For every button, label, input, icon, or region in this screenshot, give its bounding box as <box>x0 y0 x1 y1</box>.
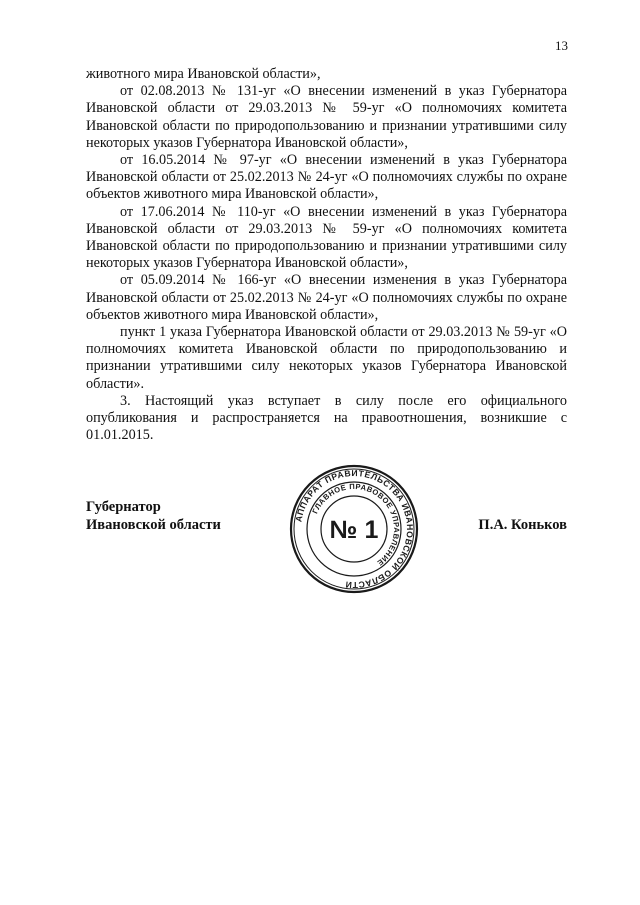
paragraph-effective-date: 3. Настоящий указ вступает в силу после его официального опубликования и распространяется на правоотношения, возникшие с 01.01.2015. <box>86 392 567 444</box>
seal-center-number: № 1 <box>329 516 379 544</box>
document-body <box>86 66 567 444</box>
seal-inner-text: ГЛАВНОЕ ПРАВОВОЕ УПРАВЛЕНИЕ <box>310 481 402 568</box>
signatory-title-line1: Губернатор <box>86 499 161 515</box>
paragraph-decree-97: от 16.05.2014 № 97-уг «О внесении изменений в указ Губернатора Ивановской области от 25.02.2013 № 24-уг «О полномочиях службы по охране объектов животного мира Ивановской области», <box>86 152 567 203</box>
seal-outer-text: АППАРАТ ПРАВИТЕЛЬСТВА ИВАНОВСКОЙ ОБЛАСТИ <box>293 467 416 591</box>
paragraph-decree-59-item: пункт 1 указа Губернатора Ивановской области от 29.03.2013 № 59-уг «О полномочиях комитета Ивановской области по природопользованию и признании утратившими силу некоторых указов Губернатора Ивановской области». <box>86 324 567 392</box>
seal-graphic <box>288 463 420 595</box>
page-number: 13 <box>555 38 568 53</box>
paragraph-continuation: животного мира Ивановской области», <box>86 66 321 82</box>
signatory-name: П.А. Коньков <box>478 517 567 533</box>
signatory-title-line2: Ивановской области <box>86 517 221 533</box>
paragraph-decree-110: от 17.06.2014 № 110-уг «О внесении изменений в указ Губернатора Ивановской области от 29.03.2013 № 59-уг «О полномочиях комитета Ивановской области по природопользованию и признании утратившими силу некоторых указов Губернатора Ивановской области», <box>86 203 567 272</box>
official-seal <box>288 463 420 595</box>
paragraph-decree-131: от 02.08.2013 № 131-уг «О внесении изменений в указ Губернатора Ивановской области от 29.03.2013 № 59-уг «О полномочиях комитета Ивановской области по природопользованию и признании утратившими силу некоторых указов Губернатора Ивановской области», <box>86 83 567 151</box>
signatory-title <box>86 498 221 534</box>
paragraph-decree-166: от 05.09.2014 № 166-уг «О внесении изменения в указ Губернатора Ивановской области от 25.02.2013 № 24-уг «О полномочиях службы по охране объектов животного мира Ивановской области», <box>86 272 567 323</box>
